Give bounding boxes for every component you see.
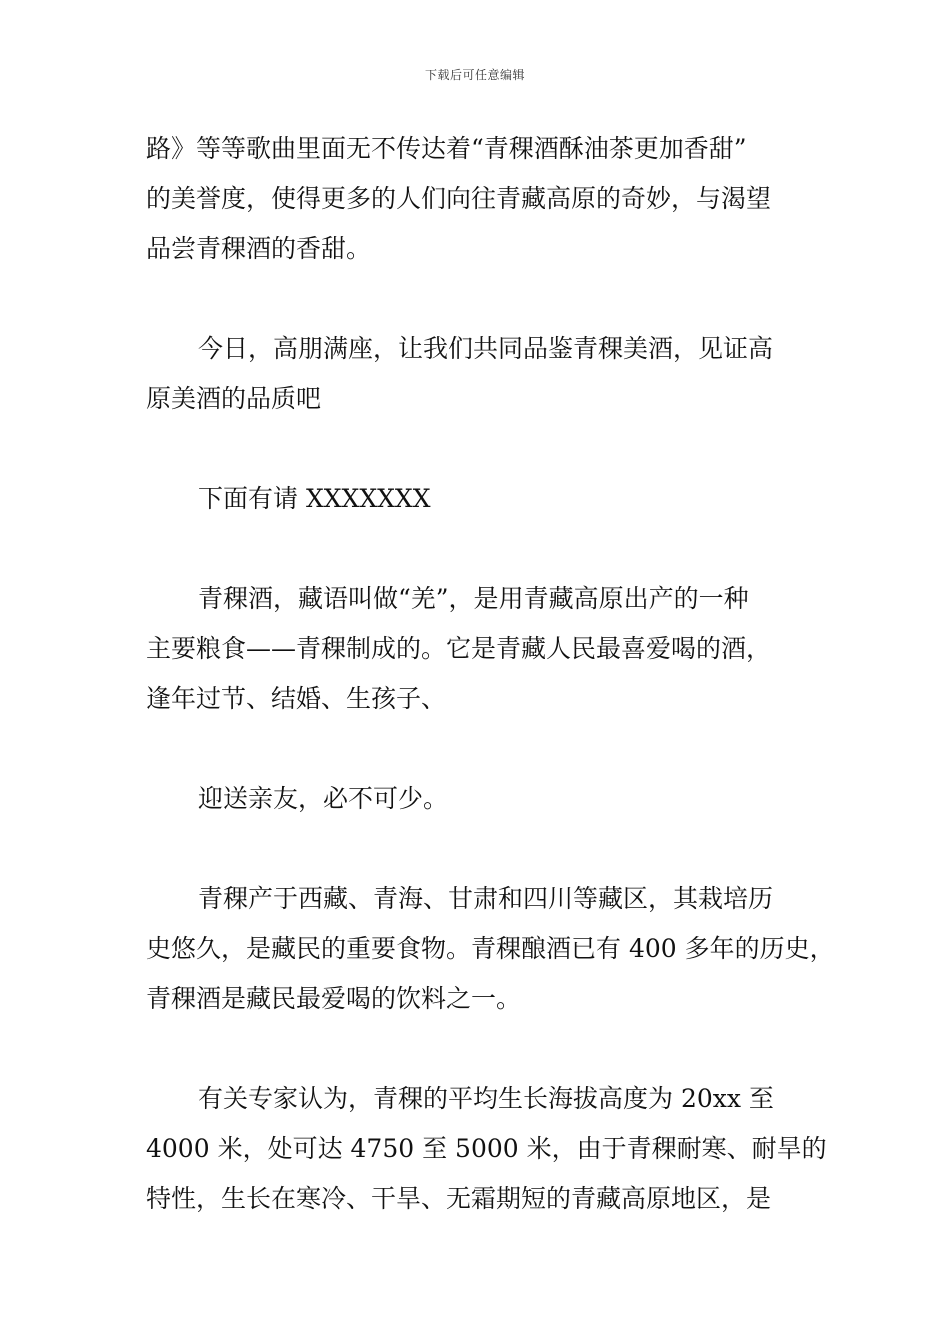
paragraph-line: 下面有请 XXXXXXX	[198, 484, 431, 513]
paragraph-5	[146, 774, 826, 824]
paragraph-line: 青稞酒是藏民最爱喝的饮料之一。	[146, 984, 522, 1013]
paragraph-1	[146, 124, 826, 274]
paragraph-2	[146, 324, 826, 424]
paragraph-line: 的美誉度，使得更多的人们向往青藏高原的奇妙，与渴望	[146, 184, 772, 213]
paragraph-4	[146, 574, 826, 724]
paragraph-line: 青稞酒，藏语叫做“羌”，是用青藏高原出产的一种	[198, 584, 749, 613]
paragraph-6	[146, 874, 835, 1024]
paragraph-line: 青稞产于西藏、青海、甘肃和四川等藏区，其栽培历	[198, 884, 774, 913]
paragraph-line: 品尝青稞酒的香甜。	[146, 234, 372, 263]
paragraph-line: 4000 米，处可达 4750 至 5000 米，由于青稞耐寒、耐旱的	[146, 1134, 827, 1163]
paragraph-line: 路》等等歌曲里面无不传达着“青稞酒酥油茶更加香甜”	[146, 134, 747, 163]
paragraph-line: 特性，生长在寒冷、干旱、无霜期短的青藏高原地区，是	[146, 1184, 772, 1213]
page-header: 下载后可任意编辑	[424, 68, 525, 82]
paragraph-7	[146, 1074, 826, 1224]
paragraph-line: 史悠久，是藏民的重要食物。青稞酿酒已有 400 多年的历史，	[146, 934, 835, 963]
paragraph-line: 今日，高朋满座，让我们共同品鉴青稞美酒，见证高	[198, 334, 774, 363]
paragraph-3	[146, 474, 826, 524]
paragraph-line: 有关专家认为，青稞的平均生长海拔高度为 20xx 至	[198, 1084, 774, 1113]
paragraph-line: 主要粮食——青稞制成的。它是青藏人民最喜爱喝的酒，	[146, 634, 772, 663]
document-body	[146, 124, 835, 1274]
paragraph-line: 逢年过节、结婚、生孩子、	[146, 684, 447, 713]
paragraph-line: 迎送亲友，必不可少。	[198, 784, 449, 813]
paragraph-line: 原美酒的品质吧	[146, 384, 322, 413]
